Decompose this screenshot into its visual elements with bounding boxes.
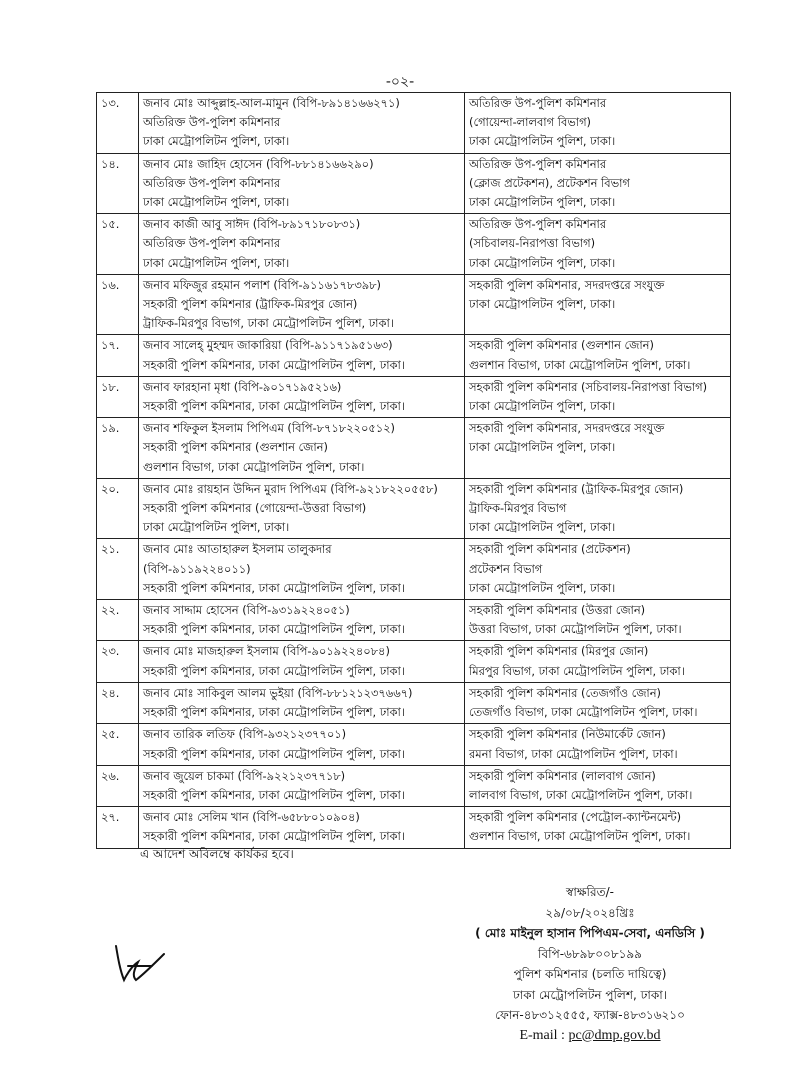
officer-current-cell (139, 478, 465, 539)
posting-line: লালবাগ বিভাগ, ঢাকা মেট্রোপলিটন পুলিশ, ঢাকা। (469, 787, 693, 802)
serial-number: ১৯. (97, 418, 139, 479)
posting-line: (সচিবালয়-নিরাপত্তা বিভাগ) (469, 236, 596, 251)
email-link[interactable]: pc@dmp.gov.bd (568, 1027, 661, 1043)
posting-line: ঢাকা মেট্রোপলিটন পুলিশ, ঢাকা। (469, 297, 616, 312)
posting-line: ঢাকা মেট্রোপলিটন পুলিশ, ঢাকা। (469, 580, 616, 595)
officer-current-line: জনাব কাজী আবু সাঈদ (বিপি-৮৯১৭১৮০৮৩১) (143, 217, 361, 232)
officer-current-line: অতিরিক্ত উপ-পুলিশ কমিশনার (143, 175, 281, 190)
officer-current-line: জনাব তারিক লতিফ (বিপি-৯৩২১২৩৭৭০১) (143, 727, 347, 742)
signed-date: ২৯/০৮/২০২৪খ্রিঃ (545, 905, 635, 920)
posting-cell (465, 600, 731, 641)
posting-cell (465, 765, 731, 806)
contact-email (440, 1026, 740, 1047)
signatory-office: ঢাকা মেট্রোপলিটন পুলিশ, ঢাকা। (512, 987, 668, 1002)
posting-line: ট্রাফিক-মিরপুর বিভাগ (469, 501, 567, 516)
transfer-order-table (96, 92, 731, 849)
posting-cell (465, 153, 731, 214)
posting-line: সহকারী পুলিশ কমিশনার (নিউমার্কেট জোন) (469, 727, 666, 742)
serial-number: ১৮. (97, 376, 139, 417)
posting-line: মিরপুর বিভাগ, ঢাকা মেট্রোপলিটন পুলিশ, ঢাকা। (469, 663, 685, 678)
posting-line: গুলশান বিভাগ, ঢাকা মেট্রোপলিটন পুলিশ, ঢাকা। (469, 357, 691, 372)
officer-current-line: সহকারী পুলিশ কমিশনার, ঢাকা মেট্রোপলিটন পুলিশ, ঢাকা। (143, 399, 405, 414)
serial-number: ২৬. (97, 765, 139, 806)
officer-current-cell (139, 274, 465, 335)
officer-current-line: জনাব মোঃ আব্দুল্লাহ-আল-মামুন (বিপি-৮৯১৪১৬৬২৭১) (143, 96, 400, 110)
posting-line: সহকারী পুলিশ কমিশনার (মিরপুর জোন) (469, 644, 649, 659)
posting-cell (465, 274, 731, 335)
serial-number: ২৭. (97, 807, 139, 848)
officer-current-line: (বিপি-৯১১৯২২৪০১১) (143, 561, 251, 576)
officer-current-line: জনাব ফারহানা মৃধা (বিপি-৯০১৭১৯৫২১৬) (143, 379, 342, 394)
serial-number: ১৬. (97, 274, 139, 335)
officer-current-line: জনাব মোঃ মাজহারুল ইসলাম (বিপি-৯০১৯২২৪০৮৪) (143, 644, 390, 659)
effective-immediately-note: এ আদেশ অবিলম্বে কার্যকর হবে। (140, 847, 294, 861)
table-row (97, 765, 731, 806)
posting-line: (ক্লোজ প্রটেকশন), প্রটেকশন বিভাগ (469, 175, 630, 190)
serial-number: ২১. (97, 539, 139, 600)
posting-line: ঢাকা মেট্রোপলিটন পুলিশ, ঢাকা। (469, 195, 616, 210)
posting-cell (465, 807, 731, 848)
posting-line: ঢাকা মেট্রোপলিটন পুলিশ, ঢাকা। (469, 134, 616, 149)
posting-line: অতিরিক্ত উপ-পুলিশ কমিশনার (469, 217, 607, 232)
officer-current-cell (139, 335, 465, 376)
posting-line: সহকারী পুলিশ কমিশনার, সদরদপ্তরে সংযুক্ত (469, 277, 665, 292)
officer-current-line: ঢাকা মেট্রোপলিটন পুলিশ, ঢাকা। (143, 255, 290, 270)
handwritten-signature (108, 936, 188, 986)
officer-current-cell (139, 93, 465, 154)
posting-line: ঢাকা মেট্রোপলিটন পুলিশ, ঢাকা। (469, 440, 616, 455)
posting-line: ঢাকা মেট্রোপলিটন পুলিশ, ঢাকা। (469, 399, 616, 414)
posting-line: (গোয়েন্দা-লালবাগ বিভাগ) (469, 115, 591, 130)
officer-current-line: সহকারী পুলিশ কমিশনার, ঢাকা মেট্রোপলিটন পুলিশ, ঢাকা। (143, 622, 405, 637)
serial-number: ২২. (97, 600, 139, 641)
officer-current-cell (139, 807, 465, 848)
posting-line: ঢাকা মেট্রোপলিটন পুলিশ, ঢাকা। (469, 255, 616, 270)
posting-line: সহকারী পুলিশ কমিশনার (তেজগাঁও জোন) (469, 685, 661, 700)
officer-current-line: জনাব মোঃ আতাহারুল ইসলাম তালুকদার (143, 542, 332, 557)
posting-line: উত্তরা বিভাগ, ঢাকা মেট্রোপলিটন পুলিশ, ঢাকা। (469, 622, 682, 637)
officer-current-cell (139, 724, 465, 765)
posting-line: সহকারী পুলিশ কমিশনার (লালবাগ জোন) (469, 768, 656, 783)
posting-cell (465, 724, 731, 765)
table-row (97, 600, 731, 641)
serial-number: ১৩. (97, 93, 139, 154)
posting-cell (465, 641, 731, 682)
table-row (97, 539, 731, 600)
table-row (97, 376, 731, 417)
officer-current-line: ঢাকা মেট্রোপলিটন পুলিশ, ঢাকা। (143, 195, 290, 210)
officer-current-line: জনাব মফিজুর রহমান পলাশ (বিপি-৯১১৬১৭৮৩৯৮) (143, 277, 381, 292)
table-row (97, 682, 731, 723)
officer-current-cell (139, 600, 465, 641)
posting-line: অতিরিক্ত উপ-পুলিশ কমিশনার (469, 96, 607, 110)
serial-number: ২৪. (97, 682, 139, 723)
officer-current-line: জনাব সালেহ্ মুহম্মদ জাকারিয়া (বিপি-৯১১৭১৯৫১৬৩) (143, 338, 393, 353)
posting-line: তেজগাঁও বিভাগ, ঢাকা মেট্রোপলিটন পুলিশ, ঢাকা। (469, 705, 698, 720)
posting-line: সহকারী পুলিশ কমিশনার (উত্তরা জোন) (469, 603, 646, 618)
officer-current-cell (139, 214, 465, 275)
officer-current-line: অতিরিক্ত উপ-পুলিশ কমিশনার (143, 115, 281, 130)
posting-line: রমনা বিভাগ, ঢাকা মেট্রোপলিটন পুলিশ, ঢাকা। (469, 746, 678, 761)
serial-number: ১৫. (97, 214, 139, 275)
posting-line: সহকারী পুলিশ কমিশনার (গুলশান জোন) (469, 338, 654, 353)
table-row (97, 807, 731, 848)
officer-current-line: জনাব শফিকুল ইসলাম পিপিএম (বিপি-৮৭১৮২২০৫১২) (143, 421, 396, 436)
posting-line: অতিরিক্ত উপ-পুলিশ কমিশনার (469, 156, 607, 171)
posting-cell (465, 376, 731, 417)
officer-current-line: জনাব মোঃ জাহিদ হোসেন (বিপি-৮৮১৪১৬৬২৯০) (143, 156, 374, 171)
serial-number: ২৫. (97, 724, 139, 765)
signatory-bp: বিপি-৬৮৯৮০০৮১৯৯ (538, 946, 642, 961)
serial-number: ১৪. (97, 153, 139, 214)
posting-cell (465, 478, 731, 539)
officer-current-line: সহকারী পুলিশ কমিশনার, ঢাকা মেট্রোপলিটন পুলিশ, ঢাকা। (143, 580, 405, 595)
officer-current-cell (139, 765, 465, 806)
officer-current-cell (139, 153, 465, 214)
officer-current-line: সহকারী পুলিশ কমিশনার (গোয়েন্দা-উত্তরা বিভাগ) (143, 501, 367, 516)
officer-current-line: ঢাকা মেট্রোপলিটন পুলিশ, ঢাকা। (143, 520, 290, 535)
table-row (97, 274, 731, 335)
posting-cell (465, 539, 731, 600)
posting-line: সহকারী পুলিশ কমিশনার (ট্রাফিক-মিরপুর জোন) (469, 481, 684, 496)
officer-current-line: অতিরিক্ত উপ-পুলিশ কমিশনার (143, 236, 281, 251)
posting-cell (465, 418, 731, 479)
table-row (97, 641, 731, 682)
officer-current-line: সহকারী পুলিশ কমিশনার (গুলশান জোন) (143, 440, 328, 455)
table-row (97, 478, 731, 539)
posting-line: সহকারী পুলিশ কমিশনার (সচিবালয়-নিরাপত্তা বিভাগ) (469, 379, 708, 394)
serial-number: ২০. (97, 478, 139, 539)
signed-label: স্বাক্ষরিত/- (566, 885, 614, 899)
officer-current-line: সহকারী পুলিশ কমিশনার (ট্রাফিক-মিরপুর জোন) (143, 297, 358, 312)
officer-current-line: জনাব মোঃ রায়হান উদ্দিন মুরাদ পিপিএম (বিপি-৯২১৮২২০৫৫৮) (143, 481, 438, 496)
officer-current-line: সহকারী পুলিশ কমিশনার, ঢাকা মেট্রোপলিটন পুলিশ, ঢাকা। (143, 705, 405, 720)
posting-line: ঢাকা মেট্রোপলিটন পুলিশ, ঢাকা। (469, 520, 616, 535)
table-row (97, 214, 731, 275)
officer-current-line: ঢাকা মেট্রোপলিটন পুলিশ, ঢাকা। (143, 134, 290, 149)
signatory-designation: পুলিশ কমিশনার (চলতি দায়িত্বে) (513, 967, 667, 981)
posting-cell (465, 335, 731, 376)
posting-line: সহকারী পুলিশ কমিশনার (প্রটেকশন) (469, 542, 631, 557)
officer-current-line: জনাব মোঃ সাকিবুল আলম ভুইয়া (বিপি-৮৮১২১২৩৭৬৬৭) (143, 685, 413, 700)
table-row (97, 153, 731, 214)
table-row (97, 93, 731, 154)
officer-current-cell (139, 376, 465, 417)
posting-cell (465, 682, 731, 723)
table-row (97, 335, 731, 376)
officer-current-line: গুলশান বিভাগ, ঢাকা মেট্রোপলিটন পুলিশ, ঢাকা। (143, 459, 365, 474)
posting-line: সহকারী পুলিশ কমিশনার (পেট্রোল-ক্যান্টনমেন্ট) (469, 810, 682, 825)
officer-current-line: সহকারী পুলিশ কমিশনার, ঢাকা মেট্রোপলিটন পুলিশ, ঢাকা। (143, 663, 405, 678)
officer-current-cell (139, 641, 465, 682)
officer-current-line: জনাব মোঃ সেলিম খান (বিপি-৬৫৮৮০১০৯০৪) (143, 810, 360, 825)
posting-line: গুলশান বিভাগ, ঢাকা মেট্রোপলিটন পুলিশ, ঢাকা। (469, 829, 691, 844)
email-label: E-mail : (519, 1027, 569, 1043)
serial-number: ২৩. (97, 641, 139, 682)
posting-cell (465, 214, 731, 275)
contact-phone-fax: ফোন-৪৮৩১২৫৫৫, ফ্যাক্স-৪৮৩১৬২১০ (495, 1008, 685, 1022)
officer-current-cell (139, 682, 465, 723)
serial-number: ১৭. (97, 335, 139, 376)
page-number: -০২- (385, 74, 415, 90)
table-row (97, 724, 731, 765)
officer-current-cell (139, 418, 465, 479)
officer-current-line: জনাব সাদ্দাম হোসেন (বিপি-৯৩১৯২২৪০৫১) (143, 603, 350, 618)
posting-cell (465, 93, 731, 154)
officer-current-line: সহকারী পুলিশ কমিশনার, ঢাকা মেট্রোপলিটন পুলিশ, ঢাকা। (143, 829, 405, 844)
signatory-name: ( মোঃ মাইনুল হাসান পিপিএম-সেবা, এনডিসি ) (475, 926, 705, 940)
officer-current-line: জনাব জুয়েল চাকমা (বিপি-৯২২১২৩৭৭১৮) (143, 768, 346, 783)
officer-current-line: সহকারী পুলিশ কমিশনার, ঢাকা মেট্রোপলিটন পুলিশ, ঢাকা। (143, 357, 405, 372)
posting-line: প্রটেকশন বিভাগ (469, 561, 543, 576)
officer-current-cell (139, 539, 465, 600)
officer-current-line: সহকারী পুলিশ কমিশনার, ঢাকা মেট্রোপলিটন পুলিশ, ঢাকা। (143, 746, 405, 761)
officer-current-line: সহকারী পুলিশ কমিশনার, ঢাকা মেট্রোপলিটন পুলিশ, ঢাকা। (143, 787, 405, 802)
officer-current-line: ট্রাফিক-মিরপুর বিভাগ, ঢাকা মেট্রোপলিটন পুলিশ, ঢাকা। (143, 316, 394, 331)
signature-block (440, 882, 740, 1046)
posting-line: সহকারী পুলিশ কমিশনার, সদরদপ্তরে সংযুক্ত (469, 421, 665, 436)
table-row (97, 418, 731, 479)
